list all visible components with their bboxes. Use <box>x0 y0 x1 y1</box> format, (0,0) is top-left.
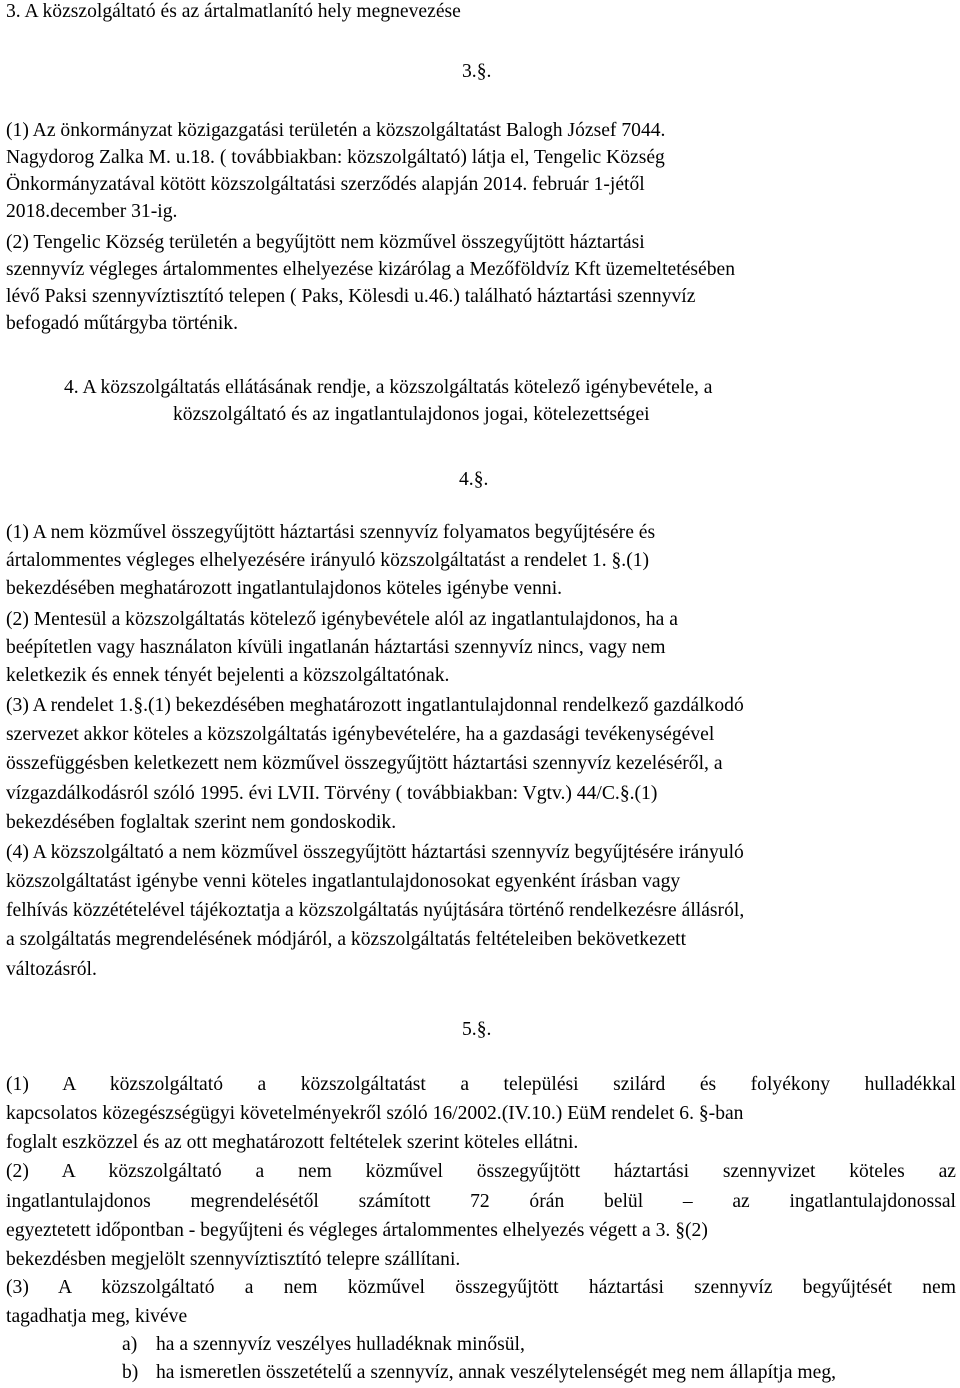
list-item-text: ha a szennyvíz veszélyes hulladéknak minősül, <box>156 1334 525 1355</box>
title-line: 4. A közszolgáltatás ellátásának rendje, a közszolgáltatás kötelező igénybevétele, a <box>64 377 713 398</box>
list-item-text: ha ismeretlen összetételű a szennyvíz, annak veszélytelenségét meg nem állapítja meg, <box>156 1362 837 1383</box>
section-3-number: 3.§. <box>462 61 492 82</box>
text-line: (2) Mentesül a közszolgáltatás kötelező igénybevétele alól az ingatlantulajdonos, ha a <box>6 609 678 630</box>
text-line: (3) A rendelet 1.§.(1) bekezdésében meghatározott ingatlantulajdonnal rendelkező gazdálkodó <box>6 695 744 716</box>
text-line: bekezdésében foglaltak szerint nem gondoskodik. <box>6 812 397 833</box>
text-line: változásról. <box>6 959 97 980</box>
text-line: (3) A közszolgáltató a nem közművel összegyűjtött háztartási szennyvíz begyűjtését nem <box>6 1277 956 1298</box>
text-line: vízgazdálkodásról szóló 1995. évi LVII. Törvény ( továbbiakban: Vgtv.) 44/C.§.(1) <box>6 783 658 804</box>
text-line: ártalommentes végleges elhelyezésére irányuló közszolgáltatást a rendelet 1. §.(1) <box>6 550 650 571</box>
text-line: (2) A közszolgáltató a nem közművel összegyűjtött háztartási szennyvizet köteles az <box>6 1161 956 1182</box>
text-line: összefüggésben keletkezett nem közművel összegyűjtött háztartási szennyvíz kezeléséről, a <box>6 753 723 774</box>
text-line: lévő Paksi szennyvíztisztító telepen ( Paks, Kölesdi u.46.) található háztartási szennyvíz <box>6 286 696 307</box>
text-line: keletkezik és ennek tényét bejelenti a közszolgáltatónak. <box>6 665 450 686</box>
text-line: (2) Tengelic Község területén a begyűjtött nem közművel összegyűjtött háztartási <box>6 232 645 253</box>
section-3-title: 3. A közszolgáltató és az ártalmatlanító hely megnevezése <box>6 1 461 22</box>
text-line: szennyvíz végleges ártalommentes elhelyezése kizárólag a Mezőföldvíz Kft üzemeltetésében <box>6 259 735 280</box>
text-line: 2018.december 31-ig. <box>6 201 178 222</box>
text-line: (4) A közszolgáltató a nem közművel összegyűjtött háztartási szennyvíz begyűjtésére irányuló <box>6 842 744 863</box>
text-line: Önkormányzatával kötött közszolgáltatási szerződés alapján 2014. február 1-jétől <box>6 174 645 195</box>
text-line: (1) A nem közművel összegyűjtött háztartási szennyvíz folyamatos begyűjtésére és <box>6 522 656 543</box>
text-line: befogadó műtárgyba történik. <box>6 313 238 334</box>
text-line: tagadhatja meg, kivéve <box>6 1306 188 1327</box>
text-line: felhívás közzétételével tájékoztatja a közszolgáltatás nyújtására történő rendelkezésre állásról, <box>6 900 745 921</box>
text-line: szervezet akkor köteles a közszolgáltatás igénybevételére, ha a gazdasági tevékenységével <box>6 724 715 745</box>
title-line: közszolgáltató és az ingatlantulajdonos jogai, kötelezettségei <box>173 404 650 425</box>
text-line: bekezdésben megjelölt szennyvíztisztító telepre szállítani. <box>6 1249 461 1270</box>
text-line: egyeztetett időpontban - begyűjteni és végleges ártalommentes elhelyezés végett a 3. §(2) <box>6 1220 708 1241</box>
list-item-label: a) <box>122 1334 138 1355</box>
text-line: kapcsolatos közegészségügyi követelményekről szóló 16/2002.(IV.10.) EüM rendelet 6. §-ban <box>6 1103 744 1124</box>
text-line: ingatlantulajdonos megrendelésétől számított 72 órán belül – az ingatlantulajdonossal <box>6 1191 956 1212</box>
section-4-number: 4.§. <box>459 469 489 490</box>
text-line: foglalt eszközzel és az ott meghatározott feltételek szerint köteles ellátni. <box>6 1132 579 1153</box>
text-line: a szolgáltatás megrendelésének módjáról, a közszolgáltatás feltételeiben bekövetkezett <box>6 929 687 950</box>
section-5-number: 5.§. <box>462 1019 492 1040</box>
text-line: beépítetlen vagy használaton kívüli ingatlanán háztartási szennyvíz nincs, vagy nem <box>6 637 666 658</box>
text-line: (1) Az önkormányzat közigazgatási területén a közszolgáltatást Balogh József 7044. <box>6 120 666 141</box>
text-line: (1) A közszolgáltató a közszolgáltatást a települési szilárd és folyékony hulladékkal <box>6 1074 956 1095</box>
list-item-label: b) <box>122 1362 139 1383</box>
text-line: bekezdésében meghatározott ingatlantulajdonos köteles igénybe venni. <box>6 578 563 599</box>
text-line: közszolgáltatást igénybe venni köteles ingatlantulajdonosokat egyenként írásban vagy <box>6 871 681 892</box>
text-line: Nagydorog Zalka M. u.18. ( továbbiakban: közszolgáltató) látja el, Tengelic Község <box>6 147 665 168</box>
